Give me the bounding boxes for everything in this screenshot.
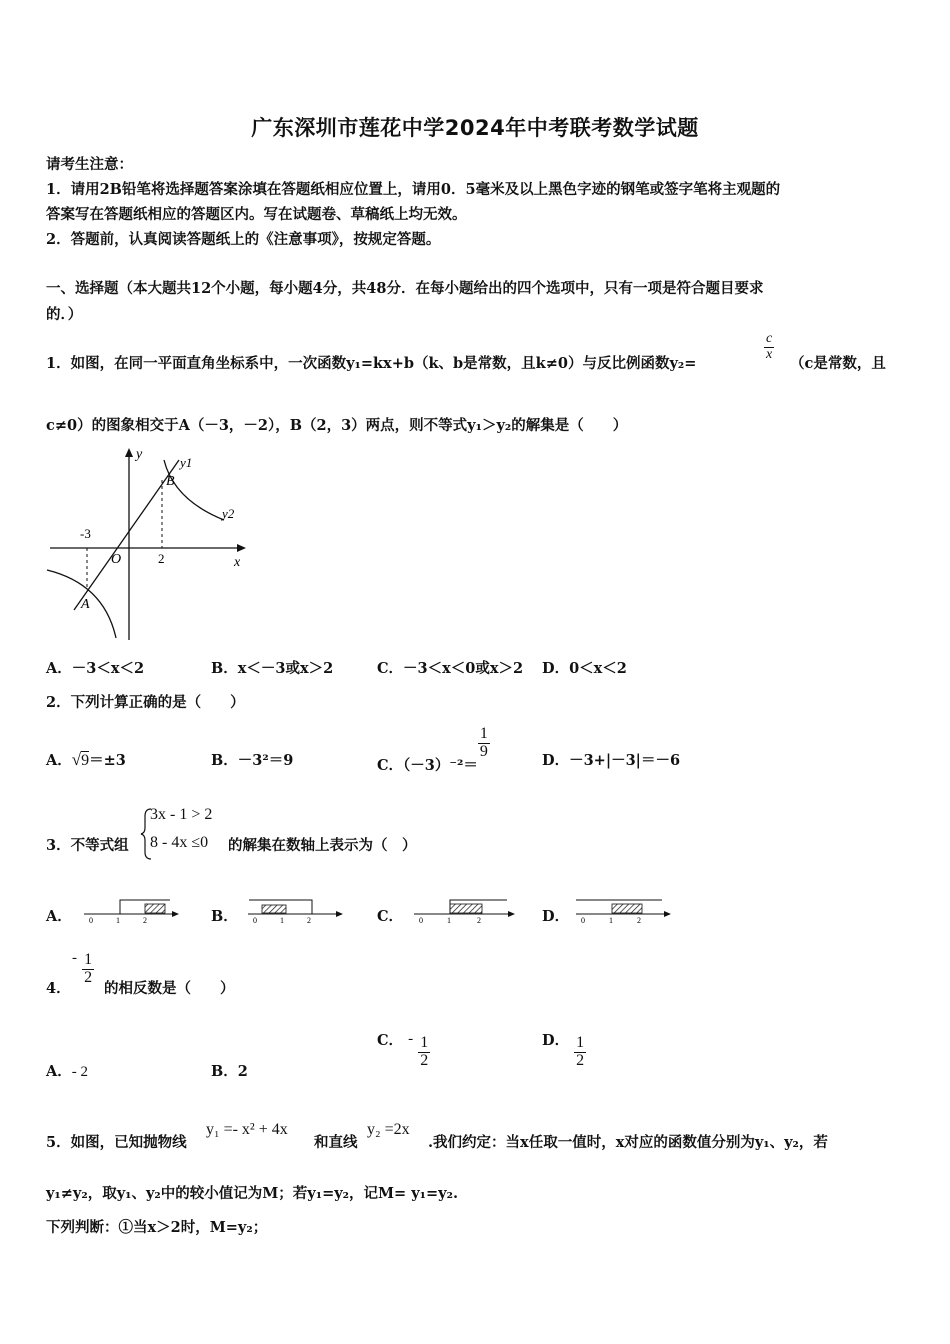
q2-stem: 2．下列计算正确的是（ ） [46,694,245,711]
q2-C-den: 9 [479,742,488,760]
q1-option-A[interactable]: A．－3＜x＜2 [46,660,145,677]
q4-option-B[interactable]: B．2 [211,1063,248,1080]
tick-0: 0 [253,916,257,925]
section-1-line-2: 的．） [46,306,83,323]
q3-numberline-D [574,896,674,926]
notice-line-1: 1．请用2B铅笔将选择题答案涂填在答题纸相应位置上，请用0．5毫米及以上黑色字迹的钢笔或签字笔将主观题的 [46,181,781,198]
q3-numberline-B [246,896,346,926]
q4-stem: 的相反数是（ ） [104,980,235,997]
q4-C-minus: - [408,1030,414,1047]
page-title: 广东深圳市莲花中学2024年中考联考数学试题 [251,116,699,140]
y-label: y [136,447,143,462]
q4-frac-den: 2 [84,968,93,986]
q3-suffix: 的解集在数轴上表示为（ ） [228,837,417,854]
tick-2: 2 [307,916,311,925]
q1-line-2: c≠0）的图象相交于A（－3，－2），B（2，3）两点，则不等式y₁＞y₂的解集是（ ） [46,417,628,434]
q2-C-label: C．（－3）⁻²＝ [377,757,478,775]
section-1-line-1: 一、选择题（本大题共12个小题，每小题4分，共48分．在每小题给出的四个选项中，只有一项是符合题目要求 [46,280,764,297]
q3-prefix: 3．不等式组 [46,837,129,854]
q4-minus: - [72,949,77,966]
q4-number: 4． [46,980,71,997]
q4-D-den: 2 [576,1051,585,1069]
q5-line-2: y₁≠y₂，取y₁、y₂中的较小值记为M；若y₁=y₂，记M= y₁=y₂. [46,1185,459,1202]
q4-C-label: C． [377,1031,404,1049]
q1-option-C[interactable]: C．－3＜x＜0或x＞2 [377,660,524,677]
q3-option-A[interactable]: A． [46,908,72,925]
q1-line-1b: （c是常数，且 [790,355,886,372]
q5-suffix: .我们约定：当x任取一值时，x对应的函数值分别为y₁、y₂，若 [428,1134,828,1151]
q1-frac-den: x [766,346,773,362]
q4-C-den: 2 [420,1051,429,1069]
q1-graph [44,442,259,642]
q4-option-D[interactable] [542,1031,586,1070]
point-A: A [81,597,90,612]
q4-A-value: - 2 [71,1064,89,1080]
q3-numberline-C [412,896,518,926]
q4-D-label: D． [542,1031,570,1049]
label-y2: y2 [222,506,235,521]
tick-0: 0 [419,916,423,925]
q2-option-C[interactable] [377,725,490,775]
q2-A-radicand: 9 [81,752,90,769]
q4-option-A[interactable] [46,1060,88,1081]
q1-fraction [764,332,774,362]
q5-line: y₂ =2x [367,1121,410,1138]
label-y1: y1 [180,455,193,470]
q4-expression [72,949,94,987]
q5-line-3: 下列判断：①当x＞2时，M=y₂； [46,1219,268,1236]
tick-2: 2 [637,916,641,925]
tick-0: 0 [581,916,585,925]
tick-1: 1 [280,916,284,925]
tick-1: 1 [609,916,613,925]
origin-label: O [111,552,122,567]
q4-D-num: 1 [576,1034,585,1051]
q2-option-D[interactable]: D．－3+|－3|＝－6 [542,752,681,769]
notice-line-2: 答案写在答题纸相应的答题区内。写在试题卷、草稿纸上均无效。 [46,206,467,223]
q4-frac-num: 1 [84,951,93,968]
q2-A-tail: ＝±3 [89,752,126,769]
q5-prefix: 5．如图，已知抛物线 [46,1134,187,1151]
q3-ineq-2: 8 - 4x ≤0 [150,834,209,851]
x-label: x [234,555,241,570]
q1-option-D[interactable]: D．0＜x＜2 [542,660,627,677]
x-axis-arrow [237,544,246,552]
q3-option-B[interactable]: B． [211,908,238,925]
q3-option-C[interactable]: C． [377,908,404,925]
tick-neg3: -3 [80,526,91,541]
q1-line-1a: 1．如图，在同一平面直角坐标系中，一次函数y₁=kx+b（k、b是常数，且k≠0）与反比例函数y₂= [46,355,697,372]
tick-1: 1 [116,916,120,925]
q2-A-label: A． [46,752,72,769]
q2-C-num: 1 [479,725,488,742]
point-B: B [166,474,175,489]
q2-option-A[interactable]: A．√9＝±3 [46,750,126,769]
tick-2: 2 [158,551,165,566]
tick-0: 0 [89,916,93,925]
tick-2: 2 [477,916,481,925]
q4-C-num: 1 [420,1034,429,1051]
y-axis-arrow [125,448,133,457]
q1-option-B[interactable]: B．x＜－3或x＞2 [211,660,334,677]
q5-mid: 和直线 [314,1134,358,1151]
q3-option-D[interactable]: D． [542,908,570,925]
notice-heading: 请考生注意： [46,156,133,173]
q5-parabola: y₁ =- x² + 4x [206,1121,288,1138]
q3-numberline-A [82,896,182,926]
q4-A-label: A． [46,1063,72,1080]
q2-option-B[interactable]: B．－3²＝9 [211,752,294,769]
tick-2: 2 [143,916,147,925]
q1-frac-num: c [766,331,773,346]
q4-option-C[interactable] [377,1030,430,1070]
q3-ineq-1: 3x - 1 > 2 [150,806,213,823]
tick-1: 1 [447,916,451,925]
notice-line-3: 2．答题前，认真阅读答题纸上的《注意事项》，按规定答题。 [46,231,441,248]
